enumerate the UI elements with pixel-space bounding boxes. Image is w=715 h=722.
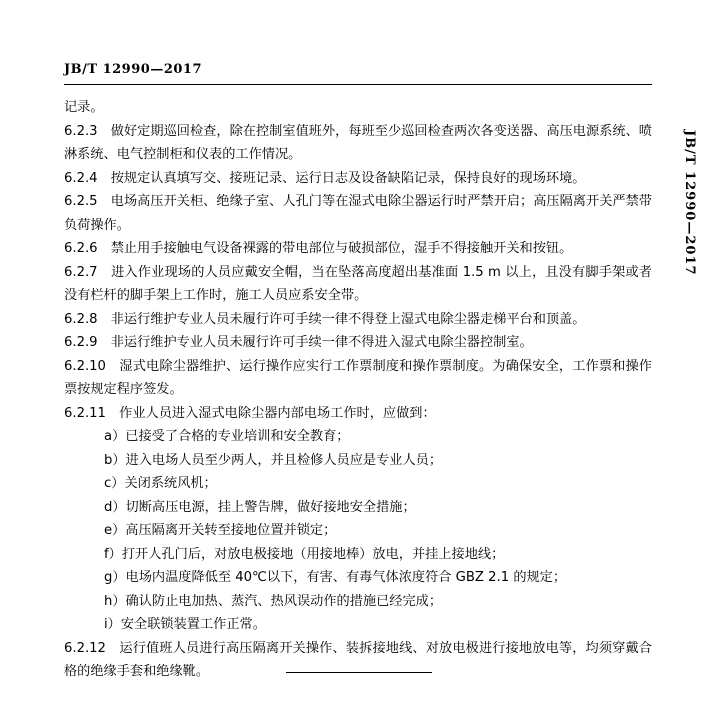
clause-6-2-3: 6.2.3 做好定期巡回检查，除在控制室值班外，每班至少巡回检查两次各变送器、高压电源系统、喷淋系统、电气控制柜和仪表的工作情况。 [64, 123, 652, 162]
clause-6-2-4: 6.2.4 按规定认真填写交、接班记录、运行日志及设备缺陷记录，保持良好的现场环境。 [64, 170, 586, 186]
list-item: c）关闭系统风机； [104, 476, 217, 491]
list-item: a）已接受了合格的专业培训和安全教育； [104, 429, 350, 444]
clause-6-2-5: 6.2.5 电场高压开关柜、绝缘子室、人孔门等在湿式电除尘器运行时严禁开启；高压隔离开关严禁带负荷操作。 [64, 194, 652, 233]
document-body [64, 96, 652, 684]
list-item: g）电场内温度降低至 40℃以下，有害、有毒气体浓度符合 GBZ 2.1 的规定； [104, 570, 567, 585]
clause-6-2-9: 6.2.9 非运行维护专业人员未履行许可手续一律不得进入湿式电除尘器控制室。 [64, 335, 533, 350]
list-item: d）切断高压电源，挂上警告牌，做好接地安全措施； [104, 499, 416, 515]
header-divider [64, 84, 652, 85]
list-item: i）安全联锁装置工作正常。 [104, 617, 266, 632]
footer-divider [286, 672, 432, 673]
list-item: b）进入电场人员至少两人，并且检修人员应是专业人员； [104, 452, 443, 468]
list-item: h）确认防止电加热、蒸汽、热风误动作的措施已经完成； [104, 593, 443, 609]
page-header-standard-number: JB/T 12990—2017 [64, 62, 202, 77]
clause-6-2-12: 6.2.12 运行值班人员进行高压隔离开关操作、装拆接地线、对放电极进行接地放电等，均须穿戴合格的绝缘手套和绝缘靴。 [64, 640, 652, 679]
clause-6-2-11-sub-list [64, 425, 652, 637]
clause-6-2-11: 6.2.11 作业人员进入湿式电除尘器内部电场工作时，应做到： [64, 405, 436, 421]
side-header-standard-number: JB/T 12990—2017 [682, 130, 697, 276]
clause-6-2-6: 6.2.6 禁止用手接触电气设备裸露的带电部位与破损部位，湿手不得接触开关和按钮。 [64, 241, 573, 256]
clause-6-2-8: 6.2.8 非运行维护专业人员未履行许可手续一律不得登上湿式电除尘器走梯平台和顶盖。 [64, 311, 586, 327]
clause-6-2-7: 6.2.7 进入作业现场的人员应戴安全帽，当在坠落高度超出基准面 1.5 m 以上，且没有脚手架或者没有栏杆的脚手架上工作时，施工人员应系安全带。 [64, 264, 652, 303]
clause-6-2-10: 6.2.10 湿式电除尘器维护、运行操作应实行工作票制度和操作票制度。为确保安全，工作票和操作票按规定程序签发。 [64, 358, 652, 397]
paragraph-continued: 记录。 [64, 100, 104, 115]
list-item: e）高压隔离开关转至接地位置并锁定； [104, 523, 337, 538]
list-item: f）打开人孔门后，对放电极接地（用接地棒）放电，并挂上接地线； [104, 546, 505, 562]
